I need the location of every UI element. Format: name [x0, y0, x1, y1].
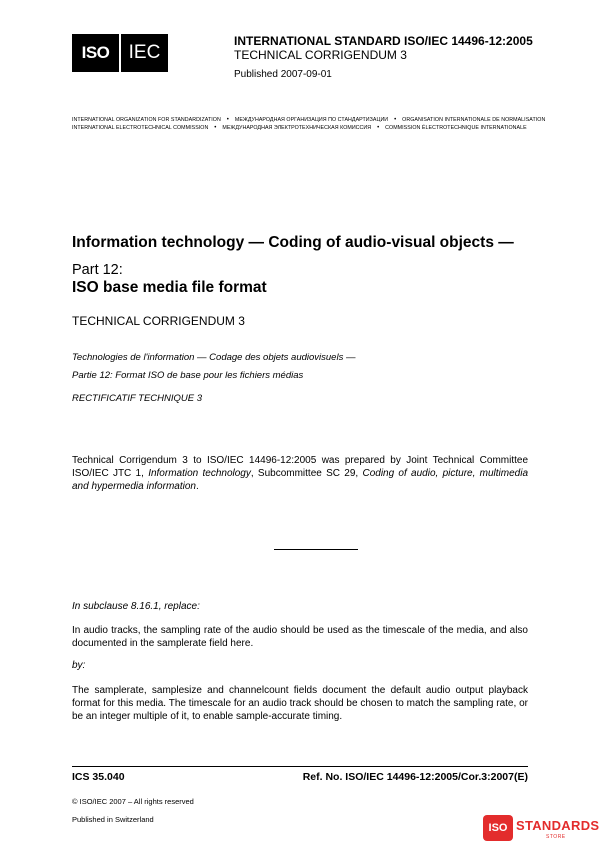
- copyright-notice: © ISO/IEC 2007 – All rights reserved: [72, 797, 194, 806]
- intro-committee-title: Information technology: [148, 468, 251, 479]
- org-iso-fr: ORGANISATION INTERNATIONALE DE NORMALISATION: [402, 117, 546, 123]
- separator: •: [394, 117, 397, 123]
- ics-code: ICS 35.040: [72, 771, 125, 783]
- footer-rule: [72, 766, 528, 767]
- iec-logo: [121, 34, 168, 72]
- separator: •: [377, 125, 380, 131]
- divider-line: [274, 549, 358, 550]
- french-corrigendum: RECTIFICATIF TECHNIQUE 3: [72, 393, 203, 404]
- iso-standards-store-watermark: [483, 815, 600, 843]
- published-date: Published 2007-09-01: [234, 69, 332, 80]
- intro-paragraph: [72, 454, 528, 493]
- corrigendum-title: TECHNICAL CORRIGENDUM 3: [72, 314, 245, 328]
- old-text-paragraph: In audio tracks, the sampling rate of the audio should be used as the timescale of the media, and also documented in the samplerate field here.: [72, 625, 528, 649]
- organizations-row-2: [72, 125, 527, 131]
- iso-logo: [72, 34, 119, 72]
- intro-text-5: .: [195, 481, 199, 492]
- french-title: Technologies de l'information — Codage des objets audiovisuels —: [72, 352, 356, 363]
- org-iec-en: INTERNATIONAL ELECTROTECHNICAL COMMISSION: [72, 125, 209, 131]
- corrigendum-label: TECHNICAL CORRIGENDUM 3: [234, 48, 407, 62]
- org-iso-en: INTERNATIONAL ORGANIZATION FOR STANDARDIZATION: [72, 117, 221, 123]
- org-iec-fr: COMMISSION ÉLECTROTECHNIQUE INTERNATIONALE: [385, 125, 527, 131]
- org-iec-ru: МЕЖДУНАРОДНАЯ ЭЛЕКТРОТЕХНИЧЕСКАЯ КОМИССИЯ: [222, 125, 372, 131]
- french-part: Partie 12: Format ISO de base pour les fichiers médias: [72, 370, 304, 381]
- separator: •: [226, 117, 229, 123]
- iso-logo-text: ISO: [81, 43, 110, 62]
- watermark-store-text: STORE: [546, 834, 566, 840]
- intro-text-3: , Subcommittee SC 29,: [250, 468, 363, 479]
- by-label: by:: [72, 660, 86, 671]
- document-title: Information technology — Coding of audio-visual objects —: [72, 234, 514, 251]
- standard-title: INTERNATIONAL STANDARD ISO/IEC 14496-12:2005: [234, 34, 533, 48]
- org-iso-ru: МЕЖДУНАРОДНАЯ ОРГАНИЗАЦИЯ ПО СТАНДАРТИЗАЦИИ: [234, 117, 389, 123]
- watermark-iso-text: ISO: [488, 822, 508, 834]
- watermark-iso-badge: [483, 815, 513, 841]
- organizations-row-1: [72, 117, 545, 123]
- separator: •: [214, 125, 217, 131]
- reference-number: Ref. No. ISO/IEC 14496-12:2005/Cor.3:2007(E): [302, 771, 528, 783]
- instruction-text: In subclause 8.16.1, replace:: [72, 601, 200, 612]
- part-title: ISO base media file format: [72, 279, 267, 296]
- part-number: Part 12:: [72, 262, 123, 278]
- new-text-paragraph: The samplerate, samplesize and channelcount fields document the default audio output playback format for this media. The timescale for an audio track should be chosen to match the sampling rate, or be an integer multiple of it, to enable sample-accurate timing.: [72, 685, 528, 722]
- intro-text-1: Technical Corrigendum 3 to ISO/IEC 14496-12:2005 was prepared by Joint Technical Committee ISO/IEC JTC 1,: [72, 455, 528, 479]
- published-in: Published in Switzerland: [72, 815, 154, 824]
- watermark-standards-text: STANDARDS: [516, 818, 600, 833]
- iec-logo-text: IEC: [128, 42, 161, 63]
- intro-subcommittee-title: Coding of audio, picture, multimedia and hypermedia information: [72, 468, 528, 492]
